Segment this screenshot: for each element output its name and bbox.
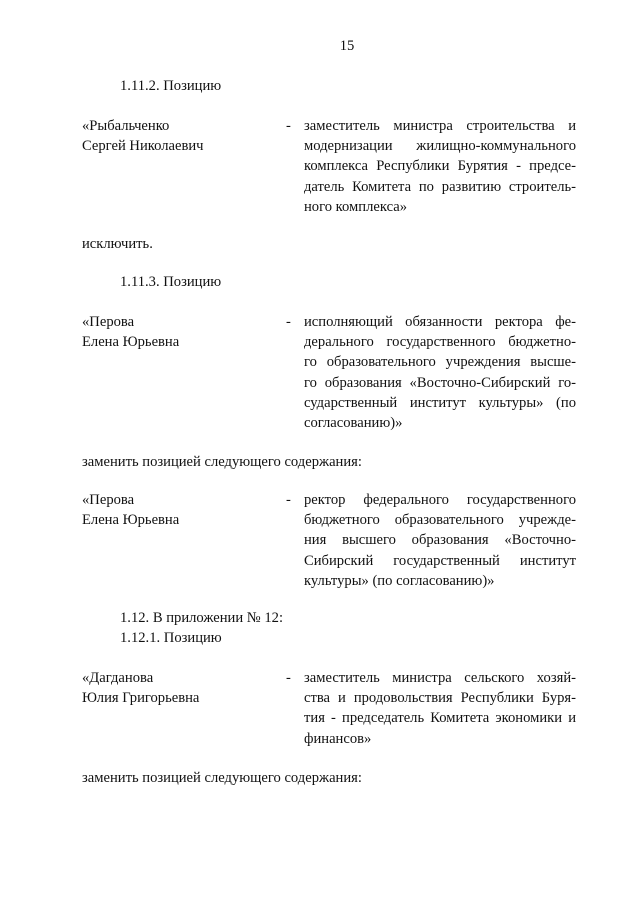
section-heading-1-12: 1.12. В приложении № 12: (120, 610, 284, 626)
description-line: тия - председатель Комитета экономики и (304, 710, 576, 727)
section-heading-1-11-3: 1.11.3. Позицию (120, 274, 222, 290)
description-line: заместитель министра строительства и (304, 118, 576, 134)
person-name (82, 116, 282, 156)
description-line: модернизации жилищно-коммунального (304, 138, 576, 155)
position-description (304, 490, 576, 591)
person-name (82, 490, 282, 530)
description-line: сударственный институт культуры» (по (304, 394, 576, 411)
person-given-names: Елена Юрьевна (82, 334, 180, 350)
description-line: комплекса Республики Бурятия - предсе- (304, 158, 576, 175)
description-line: согласованию)» (304, 415, 403, 432)
position-description (304, 116, 576, 217)
person-name (82, 668, 282, 708)
person-name (82, 312, 282, 352)
page-number: 15 (339, 38, 355, 54)
person-given-names: Юлия Григорьевна (82, 690, 200, 706)
person-surname: «Рыбальченко (82, 118, 170, 134)
description-line: ного комплекса» (304, 198, 408, 215)
separator-dash: - (286, 492, 291, 508)
section-heading-1-12-1: 1.12.1. Позицию (120, 630, 222, 646)
section-heading-1-11-2: 1.11.2. Позицию (120, 78, 222, 94)
person-given-names: Сергей Николаевич (82, 138, 204, 154)
instruction-text-replace: заменить позицией следующего содержания: (82, 454, 362, 470)
separator-dash: - (286, 670, 291, 686)
description-line: го образовательного учреждения высше- (304, 354, 576, 371)
person-surname: «Перова (82, 314, 135, 330)
description-line: ства и продовольствия Республики Буря- (304, 690, 576, 707)
instruction-text-replace: заменить позицией следующего содержания: (82, 770, 362, 786)
description-line: культуры» (по согласованию)» (304, 572, 495, 589)
separator-dash: - (286, 314, 291, 330)
description-line: ректор федерального государственного (304, 492, 576, 508)
description-line: заместитель министра сельского хозяй- (304, 670, 576, 686)
person-surname: «Перова (82, 492, 135, 508)
description-line: ния высшего образования «Восточно- (304, 532, 576, 549)
separator-dash: - (286, 118, 291, 134)
description-line: го образования «Восточно-Сибирский го- (304, 374, 576, 391)
position-description (304, 312, 576, 433)
person-given-names: Елена Юрьевна (82, 512, 180, 528)
description-line: датель Комитета по развитию строитель- (304, 178, 576, 195)
position-description (304, 668, 576, 749)
description-line: исполняющий обязанности ректора фе- (304, 314, 576, 330)
description-line: финансов» (304, 730, 372, 747)
description-line: Сибирский государственный институт (304, 552, 576, 569)
description-line: бюджетного образовательного учрежде- (304, 512, 576, 529)
description-line: дерального государственного бюджетно- (304, 334, 576, 351)
instruction-text-exclude: исключить. (82, 236, 153, 252)
person-surname: «Дагданова (82, 670, 154, 686)
